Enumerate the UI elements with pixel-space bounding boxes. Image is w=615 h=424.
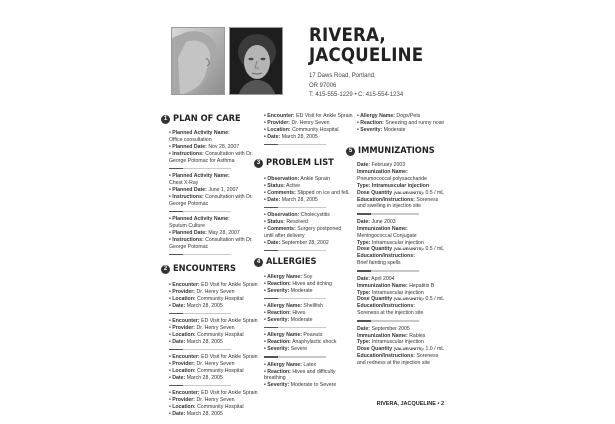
encounters-list-left [169, 282, 257, 422]
divider [357, 270, 419, 272]
divider [169, 385, 231, 387]
page-footer [377, 401, 444, 407]
section-number: 1 [161, 115, 170, 124]
patient-address-street: 17 Daws Road, Portland, [309, 73, 376, 79]
allergy-item: • Allergy Name: Shellfish • Reaction: Hives • Severity: Moderate [264, 303, 350, 328]
encounters-list-continued [264, 113, 353, 149]
immunization-item: Date: September 2005 Immunization Name: Rabies Type: Intramuscular injection Dose Quantity (VALUE/UNITS): 1.0 / mL Education/Instructions: Soreness and redness at the injection site [357, 325, 445, 367]
allergy-item: • Allergy Name: Soy • Reaction: Hives and itching • Severity: Moderate [264, 274, 350, 299]
footer-patient-name: RIVERA, JACQUELINE [376, 401, 436, 407]
allergies-list-continued [357, 113, 449, 138]
patient-address-city: OR 97006 [309, 82, 337, 89]
section-number: 5 [346, 147, 355, 156]
plan-of-care-list [169, 130, 253, 259]
divider [169, 211, 231, 213]
immunization-item: Date: February 2003 Immunization Name: Pneumococcal polysaccharide Type: Intramuscular injection Dose Quantity (VALUE/UNITS): 0.5 / mL Education/Instructions: Soreness and swelling in injection site [357, 162, 447, 215]
plan-of-care-item: • Planned Activity Name: Sputum Culture • Planned Date: May 28, 2007 • Instructions: Consultation with Dr. George Potomac [169, 216, 253, 255]
encounter-item: • Encounter: ED Visit for Ankle Sprain • Provider: Dr. Henry Seven • Location: Community Hospital • Date: March 28, 2005 [169, 282, 257, 314]
section-number: 4 [254, 258, 263, 267]
encounter-item: • Encounter: ED Visit for Ankle Sprain • Provider: Dr. Henry Seven • Location: Community Hospital • Date: March 28, 2005 [169, 318, 257, 350]
divider [169, 168, 231, 170]
allergy-item: • Allergy Name: Peanuts • Reaction: Anaphylactic shock • Severity: Severe [264, 332, 350, 357]
allergy-item: • Allergy Name: Latex • Reaction: Hives and difficulty breathing • Severity: Moderate to Severe [264, 361, 337, 389]
patient-photo-profile [171, 27, 225, 95]
divider [264, 356, 326, 358]
encounter-item: • Encounter: ED Visit for Ankle Sprain • Provider: Dr. Henry Seven • Location: Community Hospital • Date: March 28, 2005 [264, 113, 350, 145]
section-title: ALLERGIES [266, 257, 317, 267]
plan-of-care-item: • Planned Activity Name: Office consultation • Planned Date: Nov 28, 2007 • Instructions: Consultation with Dr. George Potomac for Asthma [169, 130, 253, 169]
patient-photo-front [229, 27, 283, 95]
patient-name-first: JACQUELINE [309, 45, 424, 66]
divider [169, 313, 231, 315]
divider [357, 320, 419, 322]
divider [264, 207, 326, 209]
problem-list [264, 176, 350, 255]
immunizations-list [357, 162, 447, 371]
section-number: 3 [254, 159, 263, 168]
divider [264, 144, 326, 146]
plan-of-care-item: • Planned Activity Name: Chest X-Ray • Planned Date: June 1, 2007 • Instructions: Consultation with Dr. George Potomac [169, 173, 253, 212]
section-header-problem-list [254, 158, 340, 168]
section-title: PLAN OF CARE [173, 114, 241, 124]
section-header-allergies [254, 257, 321, 267]
section-header-immunizations [346, 146, 441, 156]
patient-phone: T: 415-555-1229 • C: 415-554-1234 [309, 92, 404, 98]
encounter-item: • Encounter: ED Visit for Ankle Sprain • Provider: Dr. Henry Seven • Location: Community Hospital • Date: March 28, 2005 [169, 354, 257, 386]
divider [169, 254, 231, 256]
immunization-item: Date: June 2003 Immunization Name: Meningococcal Conjugate Type: Intramuscular injection Dose Quantity (VALUE/UNITS): 0.5 / mL Education/Instructions: Brief fainting spells [357, 219, 447, 272]
section-title: ENCOUNTERS [173, 264, 237, 274]
allergy-item: • Allergy Name: Dogs/Pets • Reaction: Sneezing and runny nose • Severity: Moderate [357, 113, 445, 133]
encounter-item: • Encounter: ED Visit for Ankle Sprain • Provider: Dr. Henry Seven • Location: Community Hospital • Date: March 28, 2005 [169, 390, 258, 418]
divider [169, 349, 231, 351]
section-title: IMMUNIZATIONS [358, 146, 435, 156]
divider [264, 298, 326, 300]
divider [264, 327, 326, 329]
divider [357, 213, 419, 215]
section-header-plan-of-care [161, 114, 247, 124]
patient-name-last: RIVERA, [309, 25, 386, 46]
patient-header [309, 26, 509, 101]
section-header-encounters [161, 264, 241, 274]
patient-front-image [230, 28, 283, 95]
section-title: PROBLEM LIST [266, 158, 334, 168]
allergies-list [264, 274, 350, 393]
page-number: 2 [440, 401, 444, 407]
patient-profile-image [172, 28, 225, 95]
section-number: 2 [161, 265, 170, 274]
divider [264, 250, 326, 252]
footer-separator: • [437, 401, 440, 407]
problem-item: • Observation: Cholecystitis • Status: Resolved • Comments: Surgery postponed until after delivery • Date: September 28, 2002 [264, 212, 350, 251]
problem-item: • Observation: Ankle Sprain • Status: Active • Comments: Slipped on ice and fell. • Date: March 28, 2005 [264, 176, 350, 208]
immunization-item: Date: April 2004 Immunization Name: Hepatitis B Type: Intramuscular injection Dose Quantity (VALUE/UNITS): 0.5 / mL Education/Instructions: Soreness at the injection site [357, 276, 447, 322]
